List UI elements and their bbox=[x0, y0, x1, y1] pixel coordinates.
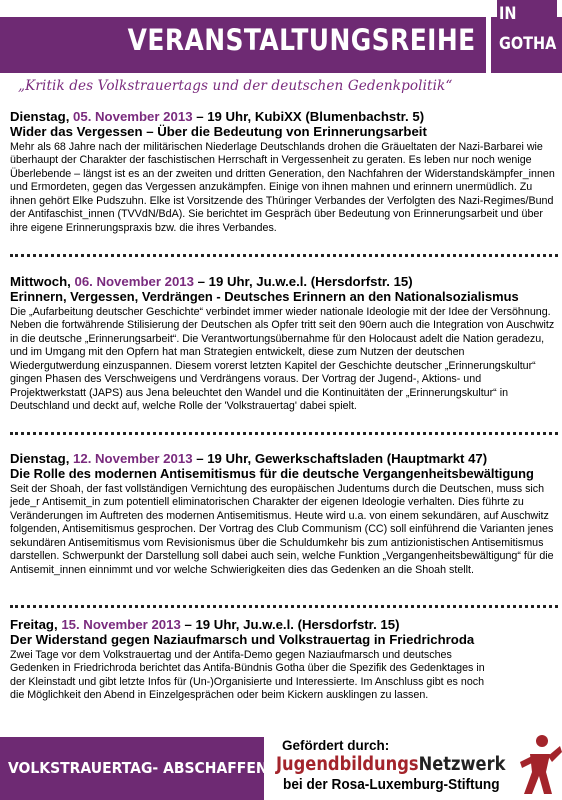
series-subtitle: „Kritik des Volkstrauertags und der deutschen Gedenkpolitik“ bbox=[18, 78, 453, 94]
event-time-venue: – 19 Uhr, KubiXX (Blumenbachstr. 5) bbox=[192, 109, 425, 124]
event-date: 15. November 2013 bbox=[61, 617, 181, 632]
title-banner bbox=[0, 17, 486, 73]
event-title: Die Rolle des modernen Antisemitismus für die deutsche Vergangenheitsbewältigung bbox=[10, 466, 534, 481]
footer-banner bbox=[0, 737, 294, 800]
event-3 bbox=[10, 451, 556, 577]
event-time-venue: – 19 Uhr, Ju.w.e.l. (Hersdorfstr. 15) bbox=[193, 274, 413, 289]
event-weekday: Freitag, bbox=[10, 617, 58, 632]
event-description: Die „Aufarbeitung deutscher Geschichte“ verbindet immer wieder nationale Ideologie mit der Idee der Versöhnung. Neben die fortwährende Stilisierung der Deutschen als Opfer tritt seit den 90ern auch die Integration von Auschwitz in die deutsche „Erinnerungsarbeit“. Die Verantwortungsübernahme für den Holocaust adelt die Nation geradezu, und im Umgang mit den Opfern hat man Strategien entwickelt, diese zum Nutzen der deutschen Wiedergutwerdung einzuspannen. Diesem vorerst letzten Kapitel der Geschichte deutscher „Erinnerungskultur“ gingen Phasen des Verschweigens und Verdrängens voraus. Der Vortrag der Jugend-, Aktions- und Projektwerkstatt (JAPS) aus Jena beleuchtet den Wandel und die Kontinuitäten der „Erinnerungskultur“ in Deutschland und deckt auf, welche Rolle der 'Volkstrauertag' dabei spielt. bbox=[10, 306, 555, 413]
divider bbox=[10, 605, 558, 608]
city-line-gotha: GOTHA bbox=[499, 34, 557, 54]
funded-by-label: Gefördert durch: bbox=[282, 738, 390, 753]
event-date: 05. November 2013 bbox=[73, 109, 193, 124]
jbn-figure-logo-icon bbox=[512, 732, 562, 798]
event-description: Mehr als 68 Jahre nach der militärischen Niederlage Deutschlands drohen die Gräueltaten der Nazi-Barbarei wie überhaupt der Charakter der faschistischen Herrschaft in Vergessenheit zu geraten. Es leben nur noch wenige Überlebende – längst ist es an der zweiten und dritten Generation, den Nachfahren der Widerstandskämpfer_innen und Ermordeten, gegen das Vergessen anzukämpfen. Einige von ihnen mahnen und erinnern unermüdlich. Zu ihnen gehört Elke Pudszuhn. Elke ist Vorsitzende des Thüringer Verbandes der Verfolgten des Nazi-Regimes/Bund der Antifaschist_innen (TVVdN/BdA). Sie berichtet im Gespräch über Bedeutung von Erinnerungsarbeit und über ihre eigene Erinnerungspraxis bzw. die ihres Verbandes. bbox=[10, 141, 555, 234]
city-line-in: IN bbox=[499, 4, 517, 24]
city-label bbox=[499, 2, 556, 56]
event-4 bbox=[10, 617, 556, 703]
event-description: Zwei Tage vor dem Volkstrauertag und der Antifa-Demo gegen Naziaufmarsch und deutsches Gedenken in Friedrichroda berichtet das Antifa-Bündnis Gotha über die Spezifik des Gedenktages in der Kleinstadt und gibt letzte Infos für (Un-)Organisierte und Interessierte. Im Anschluss gibt es noch die Möglichkeit den Abend in Einzelgesprächen oder beim Kickern ausklingen zu lassen. bbox=[10, 649, 485, 702]
event-date-line bbox=[10, 617, 556, 632]
page-title: VERANSTALTUNGSREIHE bbox=[128, 23, 476, 57]
event-date: 06. November 2013 bbox=[74, 274, 194, 289]
divider bbox=[10, 432, 558, 435]
event-date: 12. November 2013 bbox=[73, 451, 193, 466]
event-1 bbox=[10, 109, 556, 235]
event-weekday: Dienstag, bbox=[10, 109, 70, 124]
network-name-part-a: Jugendbildungs bbox=[276, 754, 419, 775]
event-title: Der Widerstand gegen Naziaufmarsch und Volkstrauertag in Friedrichroda bbox=[10, 632, 475, 647]
network-name bbox=[276, 754, 505, 775]
header bbox=[0, 0, 562, 78]
foundation-name: bei der Rosa-Luxemburg-Stiftung bbox=[283, 777, 500, 793]
event-2 bbox=[10, 274, 556, 414]
event-date-line bbox=[10, 109, 556, 124]
event-time-venue: – 19 Uhr, Ju.w.e.l. (Hersdorfstr. 15) bbox=[180, 617, 400, 632]
website-link[interactable]: VOLKSTRAUERTAG- ABSCHAFFEN.TK bbox=[8, 759, 294, 777]
event-description: Seit der Shoah, der fast vollständigen Vernichtung des europäischen Judentums durch die Deutschen, muss sich jede_r Antisemit_in zum potentiell eliminatorischen Charakter der eigenen Ideologie verhalten. Dies führte zu Veränderungen im Auftreten des modernen Antisemitismus. Heute wird u.a. von einem sekundären, auf Auschwitz folgenden, Antisemitismus gesprochen. Der Vortrag des Club Communism (CC) soll einführend die Varianten jenes sekundären Antisemitismus vom Revisionismus über die Schuldumkehr bis zum antizionistischen Antisemitismus darstellen. Schwerpunkt der Darstellung soll dabei auch sein, welche Funktion „Vergangenheitsbewältigung“ für die Antisemit_innen einnimmt und vor welche Schwierigkeiten dies das Gedenken an die Shoah stellt. bbox=[10, 483, 554, 576]
event-date-line bbox=[10, 451, 556, 466]
event-weekday: Dienstag, bbox=[10, 451, 70, 466]
event-weekday: Mittwoch, bbox=[10, 274, 71, 289]
divider bbox=[10, 254, 558, 257]
event-title: Erinnern, Vergessen, Verdrängen - Deutsches Erinnern an den Nationalsozialismus bbox=[10, 289, 519, 304]
event-time-venue: – 19 Uhr, Gewerkschaftsladen (Hauptmarkt 47) bbox=[192, 451, 488, 466]
network-name-part-b: Netzwerk bbox=[418, 754, 506, 775]
event-title: Wider das Vergessen – Über die Bedeutung von Erinnerungsarbeit bbox=[10, 124, 427, 139]
event-date-line bbox=[10, 274, 556, 289]
